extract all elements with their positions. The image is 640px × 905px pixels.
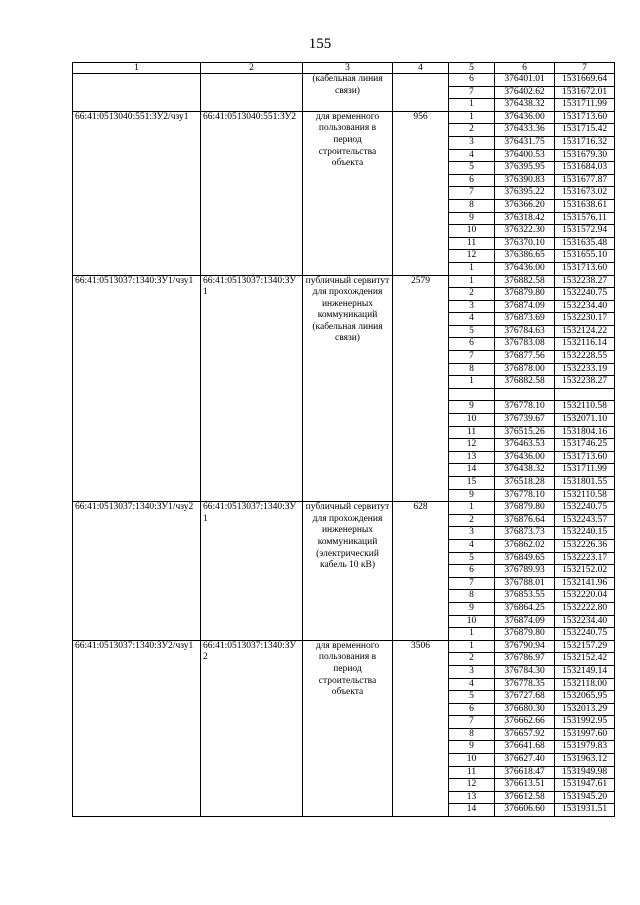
y-coordinate-cell: 1532234.40 <box>555 615 615 628</box>
x-coordinate-cell: 376438.32 <box>495 99 555 112</box>
x-coordinate-cell: 376784.63 <box>495 325 555 338</box>
point-number-cell: 3 <box>449 300 495 313</box>
x-coordinate-cell <box>495 388 555 401</box>
y-coordinate-cell: 1532230.17 <box>555 313 615 326</box>
area-cell: 956 <box>393 111 449 275</box>
y-coordinate-cell: 1531715.42 <box>555 124 615 137</box>
coordinates-table <box>72 62 615 817</box>
x-coordinate-cell: 376873.73 <box>495 527 555 540</box>
x-coordinate-cell: 376390.83 <box>495 174 555 187</box>
point-number-cell: 8 <box>449 590 495 603</box>
point-number-cell: 5 <box>449 325 495 338</box>
x-coordinate-cell: 376874.09 <box>495 300 555 313</box>
x-coordinate-cell: 376402.62 <box>495 86 555 99</box>
y-coordinate-cell: 1532243.57 <box>555 514 615 527</box>
x-coordinate-cell: 376853.55 <box>495 590 555 603</box>
point-number-cell: 6 <box>449 338 495 351</box>
y-coordinate-cell: 1532149.14 <box>555 665 615 678</box>
point-number-cell: 8 <box>449 728 495 741</box>
point-number-cell: 1 <box>449 99 495 112</box>
x-coordinate-cell: 376778.10 <box>495 489 555 502</box>
y-coordinate-cell: 1531711.99 <box>555 99 615 112</box>
x-coordinate-cell: 376879.80 <box>495 502 555 515</box>
y-coordinate-cell: 1531716.32 <box>555 136 615 149</box>
point-number-cell: 13 <box>449 451 495 464</box>
point-number-cell: 2 <box>449 653 495 666</box>
area-cell: 2579 <box>393 275 449 502</box>
header-cell: 7 <box>555 63 615 74</box>
x-coordinate-cell: 376370.10 <box>495 237 555 250</box>
y-coordinate-cell: 1532065.95 <box>555 691 615 704</box>
x-coordinate-cell: 376882.58 <box>495 275 555 288</box>
y-coordinate-cell: 1532238.27 <box>555 275 615 288</box>
point-number-cell: 1 <box>449 275 495 288</box>
x-coordinate-cell: 376386.65 <box>495 250 555 263</box>
x-coordinate-cell: 376790.94 <box>495 640 555 653</box>
point-number-cell: 2 <box>449 124 495 137</box>
x-coordinate-cell: 376366.20 <box>495 199 555 212</box>
y-coordinate-cell: 1531576.11 <box>555 212 615 225</box>
x-coordinate-cell: 376849.65 <box>495 552 555 565</box>
y-coordinate-cell: 1532223.17 <box>555 552 615 565</box>
y-coordinate-cell: 1532110.58 <box>555 489 615 502</box>
y-coordinate-cell: 1531679.30 <box>555 149 615 162</box>
y-coordinate-cell: 1531711.99 <box>555 464 615 477</box>
y-coordinate-cell: 1532240.75 <box>555 502 615 515</box>
y-coordinate-cell: 1531979.83 <box>555 741 615 754</box>
y-coordinate-cell: 1532238.27 <box>555 376 615 389</box>
parcel-number-cell <box>201 74 303 112</box>
point-number-cell: 1 <box>449 502 495 515</box>
zone-number-cell: 66:41:0513037:1340:ЗУ2/чзу1 <box>73 640 201 816</box>
parcel-number-cell: 66:41:0513037:1340:ЗУ1 <box>201 275 303 502</box>
y-coordinate-cell: 1532226.36 <box>555 539 615 552</box>
x-coordinate-cell: 376680.30 <box>495 703 555 716</box>
y-coordinate-cell: 1531635.48 <box>555 237 615 250</box>
x-coordinate-cell: 376612.58 <box>495 791 555 804</box>
x-coordinate-cell: 376627.40 <box>495 754 555 767</box>
x-coordinate-cell: 376877.56 <box>495 351 555 364</box>
x-coordinate-cell: 376613.51 <box>495 779 555 792</box>
page-number: 155 <box>308 36 332 52</box>
point-number-cell: 7 <box>449 187 495 200</box>
y-coordinate-cell: 1532118.00 <box>555 678 615 691</box>
point-number-cell: 6 <box>449 74 495 87</box>
point-number-cell: 9 <box>449 602 495 615</box>
y-coordinate-cell: 1532240.15 <box>555 527 615 540</box>
x-coordinate-cell: 376879.80 <box>495 288 555 301</box>
x-coordinate-cell: 376518.28 <box>495 477 555 490</box>
x-coordinate-cell: 376433.36 <box>495 124 555 137</box>
x-coordinate-cell: 376878.00 <box>495 363 555 376</box>
x-coordinate-cell: 376879.80 <box>495 628 555 641</box>
x-coordinate-cell: 376727.68 <box>495 691 555 704</box>
y-coordinate-cell: 1531949.98 <box>555 766 615 779</box>
point-number-cell: 3 <box>449 136 495 149</box>
y-coordinate-cell: 1531669.64 <box>555 74 615 87</box>
header-cell: 3 <box>303 63 393 74</box>
point-number-cell: 1 <box>449 111 495 124</box>
y-coordinate-cell: 1531804.16 <box>555 426 615 439</box>
point-number-cell: 12 <box>449 250 495 263</box>
y-coordinate-cell: 1532116.14 <box>555 338 615 351</box>
point-number-cell: 9 <box>449 212 495 225</box>
y-coordinate-cell: 1531713.60 <box>555 111 615 124</box>
point-number-cell: 15 <box>449 477 495 490</box>
point-number-cell: 11 <box>449 237 495 250</box>
x-coordinate-cell: 376786.97 <box>495 653 555 666</box>
y-coordinate-cell: 1531672.01 <box>555 86 615 99</box>
point-number-cell: 13 <box>449 791 495 804</box>
point-number-cell: 3 <box>449 527 495 540</box>
parcel-number-cell: 66:41:0513040:551:ЗУ2 <box>201 111 303 275</box>
x-coordinate-cell: 376662.66 <box>495 716 555 729</box>
point-number-cell: 10 <box>449 225 495 238</box>
x-coordinate-cell: 376322.30 <box>495 225 555 238</box>
point-number-cell: 8 <box>449 363 495 376</box>
y-coordinate-cell: 1532234.40 <box>555 300 615 313</box>
purpose-cell: публичный сервитут для прохождения инженерных коммуникаций (кабельная линия связи) <box>303 275 393 502</box>
x-coordinate-cell: 376783.08 <box>495 338 555 351</box>
header-cell: 1 <box>73 63 201 74</box>
y-coordinate-cell: 1532228.55 <box>555 351 615 364</box>
x-coordinate-cell: 376864.25 <box>495 602 555 615</box>
header-cell: 2 <box>201 63 303 74</box>
x-coordinate-cell: 376739.67 <box>495 414 555 427</box>
point-number-cell: 4 <box>449 678 495 691</box>
x-coordinate-cell: 376436.00 <box>495 111 555 124</box>
table-row <box>73 640 615 653</box>
y-coordinate-cell: 1532141.96 <box>555 577 615 590</box>
parcel-number-cell: 66:41:0513037:1340:ЗУ1 <box>201 502 303 641</box>
y-coordinate-cell: 1531684.03 <box>555 162 615 175</box>
table-row <box>73 275 615 288</box>
point-number-cell: 11 <box>449 426 495 439</box>
x-coordinate-cell: 376431.75 <box>495 136 555 149</box>
y-coordinate-cell: 1531638.61 <box>555 199 615 212</box>
x-coordinate-cell: 376436.00 <box>495 262 555 275</box>
point-number-cell: 1 <box>449 640 495 653</box>
y-coordinate-cell: 1531992.95 <box>555 716 615 729</box>
y-coordinate-cell: 1532220.04 <box>555 590 615 603</box>
y-coordinate-cell: 1531655.10 <box>555 250 615 263</box>
header-cell: 5 <box>449 63 495 74</box>
point-number-cell: 5 <box>449 691 495 704</box>
zone-number-cell: 66:41:0513037:1340:ЗУ1/чзу1 <box>73 275 201 502</box>
y-coordinate-cell: 1532152.42 <box>555 653 615 666</box>
y-coordinate-cell: 1532124.22 <box>555 325 615 338</box>
point-number-cell: 14 <box>449 804 495 817</box>
x-coordinate-cell: 376515.26 <box>495 426 555 439</box>
y-coordinate-cell: 1531997.60 <box>555 728 615 741</box>
purpose-cell: (кабельная линия связи) <box>303 74 393 112</box>
y-coordinate-cell: 1532233.19 <box>555 363 615 376</box>
x-coordinate-cell: 376862.02 <box>495 539 555 552</box>
point-number-cell: 7 <box>449 577 495 590</box>
x-coordinate-cell: 376882.58 <box>495 376 555 389</box>
point-number-cell: 12 <box>449 439 495 452</box>
purpose-cell: для временного пользования в период строительства объекта <box>303 640 393 816</box>
point-number-cell: 7 <box>449 716 495 729</box>
point-number-cell: 9 <box>449 489 495 502</box>
area-cell: 628 <box>393 502 449 641</box>
point-number-cell: 2 <box>449 514 495 527</box>
point-number-cell: 10 <box>449 754 495 767</box>
point-number-cell: 1 <box>449 376 495 389</box>
y-coordinate-cell: 1532222.80 <box>555 602 615 615</box>
point-number-cell: 14 <box>449 464 495 477</box>
point-number-cell: 10 <box>449 615 495 628</box>
y-coordinate-cell: 1531945.20 <box>555 791 615 804</box>
zone-number-cell: 66:41:0513040:551:ЗУ2/чзу1 <box>73 111 201 275</box>
y-coordinate-cell: 1531931.51 <box>555 804 615 817</box>
point-number-cell: 6 <box>449 565 495 578</box>
point-number-cell: 6 <box>449 703 495 716</box>
y-coordinate-cell: 1531746.25 <box>555 439 615 452</box>
table-row <box>73 502 615 515</box>
x-coordinate-cell: 376873.69 <box>495 313 555 326</box>
point-number-cell: 7 <box>449 86 495 99</box>
point-number-cell: 9 <box>449 401 495 414</box>
point-number-cell: 4 <box>449 539 495 552</box>
point-number-cell: 12 <box>449 779 495 792</box>
x-coordinate-cell: 376400.53 <box>495 149 555 162</box>
point-number-cell: 2 <box>449 288 495 301</box>
y-coordinate-cell: 1531572.94 <box>555 225 615 238</box>
x-coordinate-cell: 376778.35 <box>495 678 555 691</box>
x-coordinate-cell: 376395.95 <box>495 162 555 175</box>
x-coordinate-cell: 376789.93 <box>495 565 555 578</box>
zone-number-cell: 66:41:0513037:1340:ЗУ1/чзу2 <box>73 502 201 641</box>
y-coordinate-cell: 1532240.75 <box>555 628 615 641</box>
point-number-cell: 7 <box>449 351 495 364</box>
zone-number-cell <box>73 74 201 112</box>
x-coordinate-cell: 376874.09 <box>495 615 555 628</box>
point-number-cell: 4 <box>449 313 495 326</box>
table-header-row <box>73 63 615 74</box>
x-coordinate-cell: 376438.32 <box>495 464 555 477</box>
purpose-cell: для временного пользования в период строительства объекта <box>303 111 393 275</box>
point-number-cell: 1 <box>449 628 495 641</box>
y-coordinate-cell: 1531673.02 <box>555 187 615 200</box>
point-number-cell: 10 <box>449 414 495 427</box>
y-coordinate-cell: 1531713.60 <box>555 451 615 464</box>
x-coordinate-cell: 376318.42 <box>495 212 555 225</box>
y-coordinate-cell: 1532110.58 <box>555 401 615 414</box>
y-coordinate-cell: 1531801.55 <box>555 477 615 490</box>
x-coordinate-cell: 376788.01 <box>495 577 555 590</box>
y-coordinate-cell: 1532071.10 <box>555 414 615 427</box>
y-coordinate-cell: 1531713.60 <box>555 262 615 275</box>
x-coordinate-cell: 376463.53 <box>495 439 555 452</box>
area-cell <box>393 74 449 112</box>
y-coordinate-cell: 1531947.61 <box>555 779 615 792</box>
point-number-cell: 4 <box>449 149 495 162</box>
x-coordinate-cell: 376606.60 <box>495 804 555 817</box>
point-number-cell: 3 <box>449 665 495 678</box>
point-number-cell: 6 <box>449 174 495 187</box>
header-cell: 4 <box>393 63 449 74</box>
y-coordinate-cell: 1531677.87 <box>555 174 615 187</box>
y-coordinate-cell: 1532240.75 <box>555 288 615 301</box>
x-coordinate-cell: 376778.10 <box>495 401 555 414</box>
point-number-cell <box>449 388 495 401</box>
table-row <box>73 74 615 87</box>
x-coordinate-cell: 376436.00 <box>495 451 555 464</box>
table-row <box>73 111 615 124</box>
y-coordinate-cell: 1532152.02 <box>555 565 615 578</box>
x-coordinate-cell: 376618.47 <box>495 766 555 779</box>
point-number-cell: 11 <box>449 766 495 779</box>
y-coordinate-cell <box>555 388 615 401</box>
y-coordinate-cell: 1532157.29 <box>555 640 615 653</box>
x-coordinate-cell: 376657.92 <box>495 728 555 741</box>
y-coordinate-cell: 1531963.12 <box>555 754 615 767</box>
parcel-number-cell: 66:41:0513037:1340:ЗУ2 <box>201 640 303 816</box>
point-number-cell: 5 <box>449 162 495 175</box>
x-coordinate-cell: 376395.22 <box>495 187 555 200</box>
purpose-cell: публичный сервитут для прохождения инженерных коммуникаций (электрический кабель 10 кВ) <box>303 502 393 641</box>
x-coordinate-cell: 376876.64 <box>495 514 555 527</box>
x-coordinate-cell: 376784.30 <box>495 665 555 678</box>
header-cell: 6 <box>495 63 555 74</box>
point-number-cell: 8 <box>449 199 495 212</box>
point-number-cell: 5 <box>449 552 495 565</box>
x-coordinate-cell: 376401.01 <box>495 74 555 87</box>
area-cell: 3506 <box>393 640 449 816</box>
point-number-cell: 1 <box>449 262 495 275</box>
point-number-cell: 9 <box>449 741 495 754</box>
y-coordinate-cell: 1532013.29 <box>555 703 615 716</box>
x-coordinate-cell: 376641.68 <box>495 741 555 754</box>
